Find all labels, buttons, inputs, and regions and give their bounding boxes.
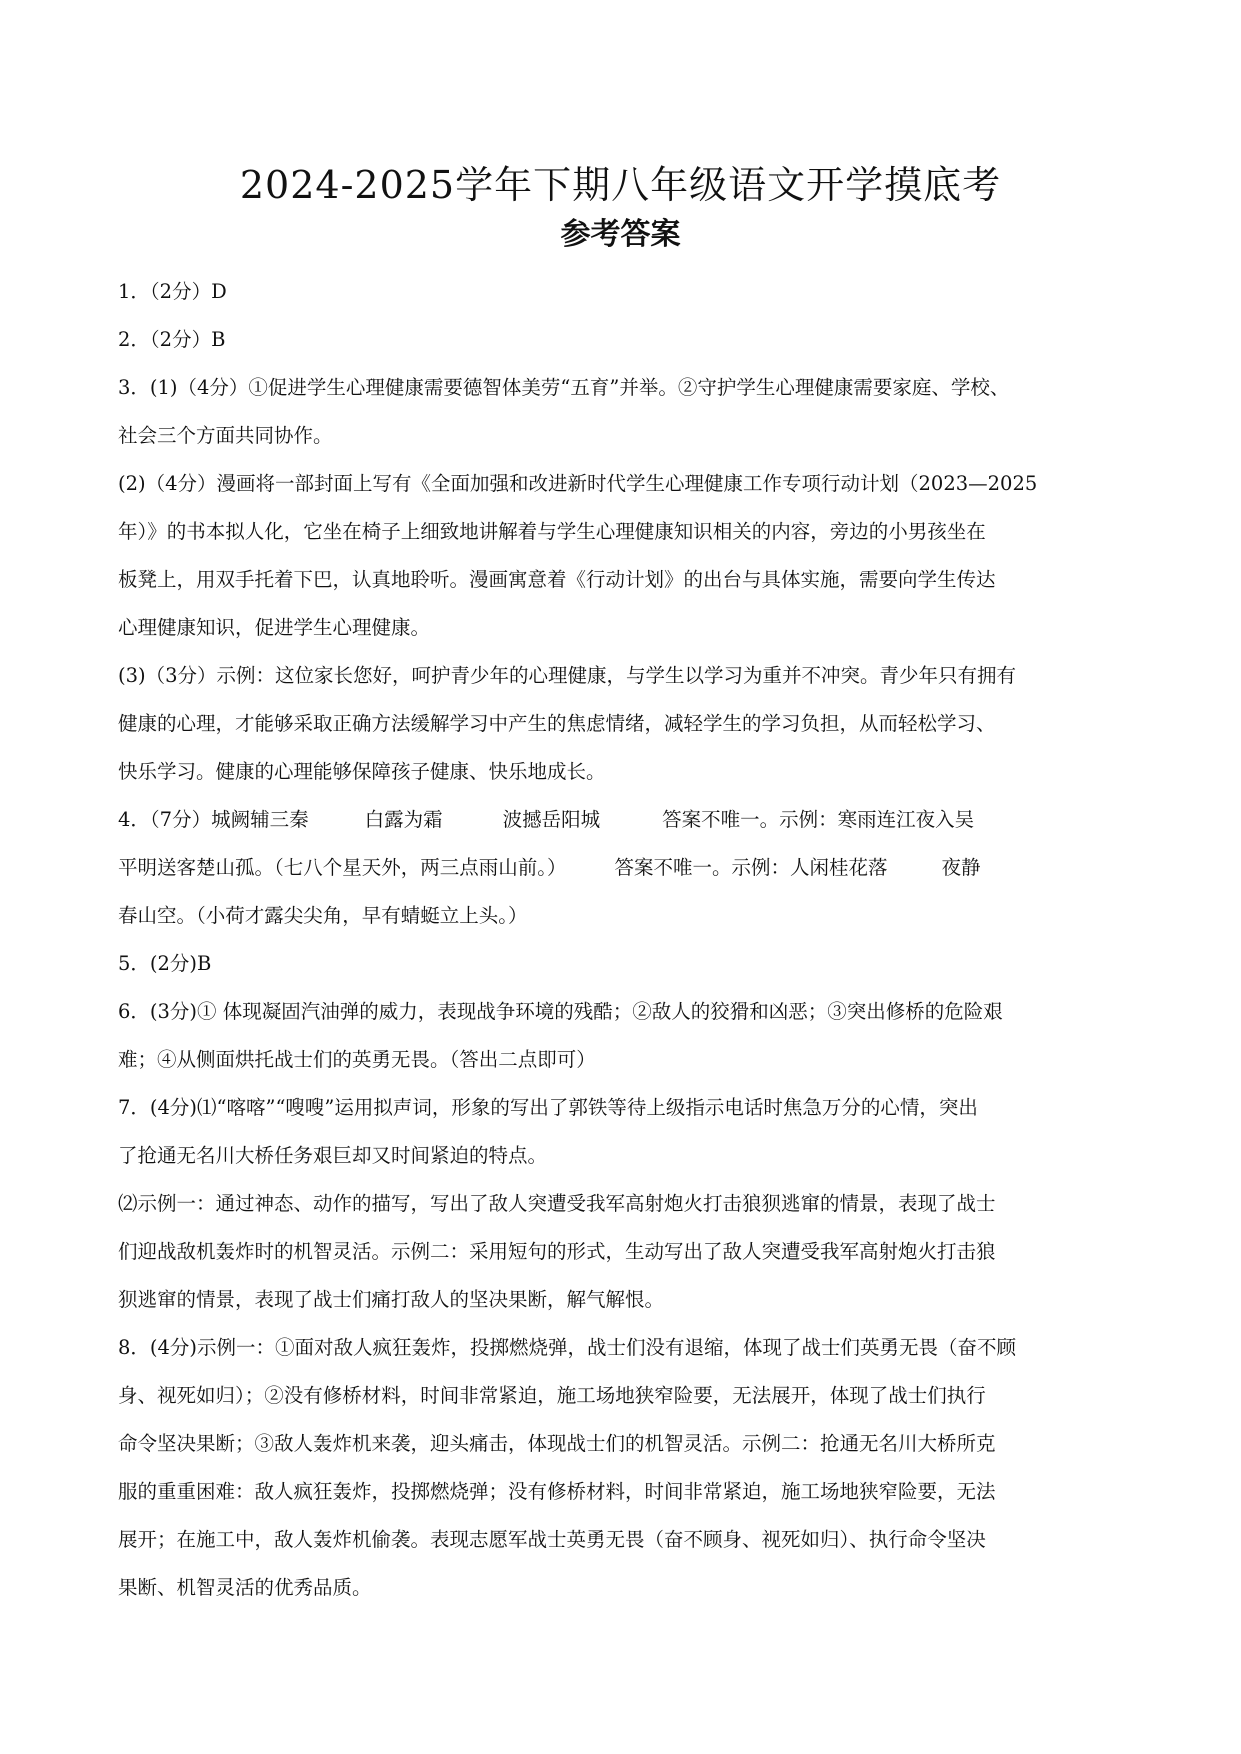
answer-4-part: 白露为霜 [364,808,443,831]
answer-7-line: 狈逃窜的情景，表现了战士们痛打敌人的坚决果断，解气解恨。 [118,1288,665,1311]
answer-7 [118,1084,1130,1324]
answer-body [118,268,1130,1612]
answer-7-line: ⑵示例一：通过神态、动作的描写，写出了敌人突遭受我军高射炮火打击狼狈逃窜的情景，表现了战士 [118,1192,996,1215]
page-subtitle: 参考答案 [560,217,681,252]
answer-4-part: 波撼岳阳城 [502,808,601,831]
answer-8-line: 果断、机智灵活的优秀品质。 [118,1576,372,1599]
answer-4-part: 答案不唯一。示例：寒雨连江夜入吴 [662,808,975,831]
answer-3-line: 快乐学习。健康的心理能够保障孩子健康、快乐地成长。 [118,760,606,783]
answer-3-line: 社会三个方面共同协作。 [118,424,333,447]
answer-8-line: 8．(4分)示例一：①面对敌人疯狂轰炸，投掷燃烧弹，战士们没有退缩，体现了战士们英勇无畏（奋不顾 [118,1336,1017,1359]
answer-3-line: 3．(1)（4分）①促进学生心理健康需要德智体美劳“五育”并举。②守护学生心理健康需要家庭、学校、 [118,376,1010,399]
answer-6-line: 6．(3分)① 体现凝固汽油弹的威力，表现战争环境的残酷；②敌人的狡猾和凶恶；③突出修桥的危险艰 [118,1000,1003,1023]
answer-4-part: 夜静 [941,856,981,879]
answer-4-line [118,844,1130,892]
answer-8-line: 身、视死如归）；②没有修桥材料，时间非常紧迫，施工场地狭窄险要，无法展开，体现了战士们执行 [118,1384,986,1407]
answer-3-line: (2)（4分）漫画将一部封面上写有《全面加强和改进新时代学生心理健康工作专项行动计划（2023—2025 [118,472,1038,495]
answer-8-line: 展开；在施工中，敌人轰炸机偷袭。表现志愿军战士英勇无畏（奋不顾身、视死如归）、执行命令坚决 [118,1528,986,1551]
answer-8-line: 命令坚决果断；③敌人轰炸机来袭，迎头痛击，体现战士们的机智灵活。示例二：抢通无名川大桥所克 [118,1432,996,1455]
answer-8 [118,1324,1130,1612]
answer-8-line: 服的重重困难：敌人疯狂轰炸，投掷燃烧弹；没有修桥材料，时间非常紧迫，施工场地狭窄险要，无法 [118,1480,996,1503]
answer-4-part: 平明送客楚山孤。（七八个星天外，两三点雨山前。） [118,856,567,879]
answer-5: 5．(2分)B [118,952,212,975]
answer-3-line: 心理健康知识，促进学生心理健康。 [118,616,431,639]
answer-4-part: 4．（7分）城阙辅三秦 [118,808,309,831]
answer-4 [118,796,1130,940]
answer-7-line: 7．(4分)⑴“喀喀”“嗖嗖”运用拟声词，形象的写出了郭铁等待上级指示电话时焦急万分的心情，突出 [118,1096,978,1119]
answer-2: 2．（2分）B [118,328,226,351]
answer-3-line: 健康的心理，才能够采取正确方法缓解学习中产生的焦虑情绪，减轻学生的学习负担，从而轻松学习、 [118,712,996,735]
answer-6 [118,988,1130,1084]
answer-7-line: 们迎战敌机轰炸时的机智灵活。示例二：采用短句的形式，生动写出了敌人突遭受我军高射炮火打击狼 [118,1240,996,1263]
answer-7-line: 了抢通无名川大桥任务艰巨却又时间紧迫的特点。 [118,1144,548,1167]
answer-4-part: 答案不唯一。示例：人闲桂花落 [614,856,888,879]
page-title: 2024-2025学年下期八年级语文开学摸底考 [239,163,1002,207]
answer-4-line [118,796,1130,844]
answer-4-line: 春山空。（小荷才露尖尖角，早有蜻蜓立上头。） [118,904,528,927]
answer-3-line: 板凳上，用双手托着下巴，认真地聆听。漫画寓意着《行动计划》的出台与具体实施，需要向学生传达 [118,568,996,591]
answer-3-line: (3)（3分）示例：这位家长您好，呵护青少年的心理健康，与学生以学习为重并不冲突。青少年只有拥有 [118,664,1017,687]
answer-3-line: 年）》的书本拟人化，它坐在椅子上细致地讲解着与学生心理健康知识相关的内容，旁边的小男孩坐在 [118,520,986,543]
answer-3 [118,364,1130,796]
answer-6-line: 难；④从侧面烘托战士们的英勇无畏。（答出二点即可） [118,1048,596,1071]
answer-1: 1．（2分）D [118,280,227,303]
